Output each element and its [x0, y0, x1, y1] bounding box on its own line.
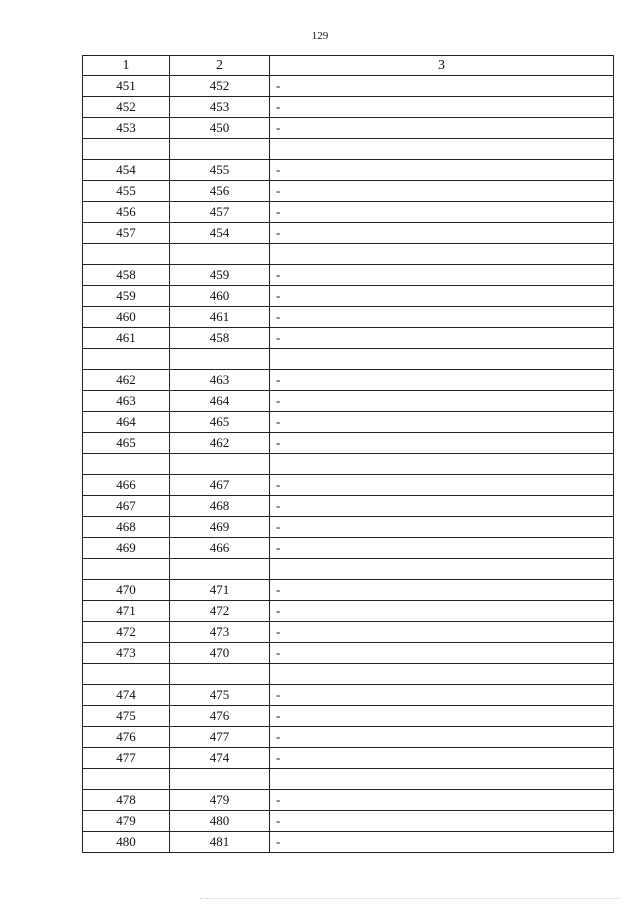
cell-col-2: 474 — [170, 748, 270, 769]
table-row — [83, 307, 614, 328]
cell-col-3 — [270, 454, 614, 475]
cell-col-1: 456 — [83, 202, 170, 223]
table-row — [83, 265, 614, 286]
cell-col-2 — [170, 454, 270, 475]
cell-col-2: 466 — [170, 538, 270, 559]
cell-col-1: 473 — [83, 643, 170, 664]
table-row — [83, 328, 614, 349]
cell-col-3 — [270, 139, 614, 160]
cell-col-3: - — [270, 433, 614, 454]
cell-col-1 — [83, 664, 170, 685]
cell-col-3: - — [270, 811, 614, 832]
cell-col-3 — [270, 349, 614, 370]
cell-col-1: 460 — [83, 307, 170, 328]
cell-col-2: 463 — [170, 370, 270, 391]
cell-col-3: - — [270, 265, 614, 286]
cell-col-1: 475 — [83, 706, 170, 727]
cell-col-2: 452 — [170, 76, 270, 97]
cell-col-1: 454 — [83, 160, 170, 181]
table-row — [83, 391, 614, 412]
cell-col-1: 453 — [83, 118, 170, 139]
table-row — [83, 538, 614, 559]
column-header-1: 1 — [83, 56, 170, 76]
cell-col-3: - — [270, 706, 614, 727]
cell-col-2: 455 — [170, 160, 270, 181]
cell-col-1: 471 — [83, 601, 170, 622]
cell-col-2: 453 — [170, 97, 270, 118]
cell-col-2 — [170, 559, 270, 580]
cell-col-1: 457 — [83, 223, 170, 244]
cell-col-1: 452 — [83, 97, 170, 118]
cell-col-3: - — [270, 601, 614, 622]
cell-col-2: 457 — [170, 202, 270, 223]
cell-col-3: - — [270, 370, 614, 391]
cell-col-3: - — [270, 790, 614, 811]
cell-col-1: 468 — [83, 517, 170, 538]
cell-col-2: 479 — [170, 790, 270, 811]
cell-col-3: - — [270, 202, 614, 223]
table-row — [83, 769, 614, 790]
cell-col-3: - — [270, 160, 614, 181]
cell-col-3: - — [270, 727, 614, 748]
table-body — [83, 76, 614, 853]
cell-col-2: 460 — [170, 286, 270, 307]
table-row — [83, 601, 614, 622]
cell-col-3 — [270, 559, 614, 580]
cell-col-3: - — [270, 643, 614, 664]
table-row — [83, 685, 614, 706]
table-row — [83, 664, 614, 685]
cell-col-2: 456 — [170, 181, 270, 202]
cell-col-2: 475 — [170, 685, 270, 706]
cell-col-3: - — [270, 307, 614, 328]
cell-col-1: 472 — [83, 622, 170, 643]
table-row — [83, 706, 614, 727]
cell-col-1: 470 — [83, 580, 170, 601]
cell-col-2: 471 — [170, 580, 270, 601]
page-bottom-edge — [200, 898, 620, 902]
cell-col-3: - — [270, 622, 614, 643]
cell-col-1: 465 — [83, 433, 170, 454]
cell-col-3 — [270, 664, 614, 685]
cell-col-2: 481 — [170, 832, 270, 853]
cell-col-1: 451 — [83, 76, 170, 97]
cell-col-2: 476 — [170, 706, 270, 727]
column-header-3: 3 — [270, 56, 614, 76]
table-row — [83, 202, 614, 223]
table-row — [83, 349, 614, 370]
column-header-2: 2 — [170, 56, 270, 76]
cell-col-1: 455 — [83, 181, 170, 202]
cell-col-2: 480 — [170, 811, 270, 832]
cell-col-1: 469 — [83, 538, 170, 559]
cell-col-2 — [170, 244, 270, 265]
table-row — [83, 622, 614, 643]
table-row — [83, 496, 614, 517]
table-row — [83, 286, 614, 307]
cell-col-3: - — [270, 97, 614, 118]
cell-col-1 — [83, 559, 170, 580]
cell-col-2: 465 — [170, 412, 270, 433]
cell-col-1: 463 — [83, 391, 170, 412]
cell-col-2: 459 — [170, 265, 270, 286]
cell-col-3: - — [270, 181, 614, 202]
cell-col-3: - — [270, 580, 614, 601]
table-row — [83, 223, 614, 244]
table-row — [83, 643, 614, 664]
cell-col-1: 466 — [83, 475, 170, 496]
table-row — [83, 244, 614, 265]
page-number: 129 — [311, 30, 329, 42]
cell-col-1: 458 — [83, 265, 170, 286]
cell-col-2: 464 — [170, 391, 270, 412]
cell-col-3: - — [270, 286, 614, 307]
cell-col-3: - — [270, 328, 614, 349]
cell-col-3: - — [270, 223, 614, 244]
cell-col-3: - — [270, 76, 614, 97]
cell-col-3: - — [270, 412, 614, 433]
cell-col-1: 461 — [83, 328, 170, 349]
cell-col-2: 462 — [170, 433, 270, 454]
cell-col-2: 450 — [170, 118, 270, 139]
table-row — [83, 181, 614, 202]
table-header — [83, 56, 614, 76]
cell-col-1: 459 — [83, 286, 170, 307]
cell-col-2 — [170, 769, 270, 790]
cell-col-1: 480 — [83, 832, 170, 853]
cell-col-3: - — [270, 832, 614, 853]
table-row — [83, 580, 614, 601]
cell-col-2: 472 — [170, 601, 270, 622]
cell-col-2 — [170, 139, 270, 160]
cell-col-2: 467 — [170, 475, 270, 496]
cell-col-1: 467 — [83, 496, 170, 517]
cell-col-3: - — [270, 748, 614, 769]
cell-col-1: 476 — [83, 727, 170, 748]
table-row — [83, 748, 614, 769]
cell-col-2 — [170, 664, 270, 685]
cell-col-3: - — [270, 685, 614, 706]
cell-col-2: 469 — [170, 517, 270, 538]
cell-col-3: - — [270, 496, 614, 517]
table-row — [83, 97, 614, 118]
table-row — [83, 412, 614, 433]
cell-col-3: - — [270, 475, 614, 496]
data-table — [82, 55, 614, 853]
cell-col-1 — [83, 139, 170, 160]
cell-col-2: 477 — [170, 727, 270, 748]
table-row — [83, 118, 614, 139]
cell-col-2: 458 — [170, 328, 270, 349]
cell-col-1 — [83, 349, 170, 370]
cell-col-3: - — [270, 118, 614, 139]
table-row — [83, 139, 614, 160]
cell-col-1 — [83, 454, 170, 475]
cell-col-3 — [270, 769, 614, 790]
cell-col-1: 464 — [83, 412, 170, 433]
cell-col-1: 462 — [83, 370, 170, 391]
cell-col-3 — [270, 244, 614, 265]
table-row — [83, 811, 614, 832]
table-row — [83, 76, 614, 97]
table-row — [83, 160, 614, 181]
cell-col-2: 454 — [170, 223, 270, 244]
cell-col-2: 473 — [170, 622, 270, 643]
cell-col-2: 468 — [170, 496, 270, 517]
table-row — [83, 433, 614, 454]
cell-col-2: 470 — [170, 643, 270, 664]
cell-col-1: 479 — [83, 811, 170, 832]
cell-col-1: 477 — [83, 748, 170, 769]
cell-col-1: 478 — [83, 790, 170, 811]
cell-col-3: - — [270, 391, 614, 412]
table-row — [83, 475, 614, 496]
cell-col-3: - — [270, 517, 614, 538]
table-row — [83, 559, 614, 580]
cell-col-1: 474 — [83, 685, 170, 706]
table-row — [83, 517, 614, 538]
cell-col-2 — [170, 349, 270, 370]
table-row — [83, 727, 614, 748]
header-row — [83, 56, 614, 76]
table-row — [83, 370, 614, 391]
cell-col-2: 461 — [170, 307, 270, 328]
cell-col-1 — [83, 244, 170, 265]
table-row — [83, 454, 614, 475]
cell-col-1 — [83, 769, 170, 790]
table-row — [83, 832, 614, 853]
cell-col-3: - — [270, 538, 614, 559]
table-row — [83, 790, 614, 811]
